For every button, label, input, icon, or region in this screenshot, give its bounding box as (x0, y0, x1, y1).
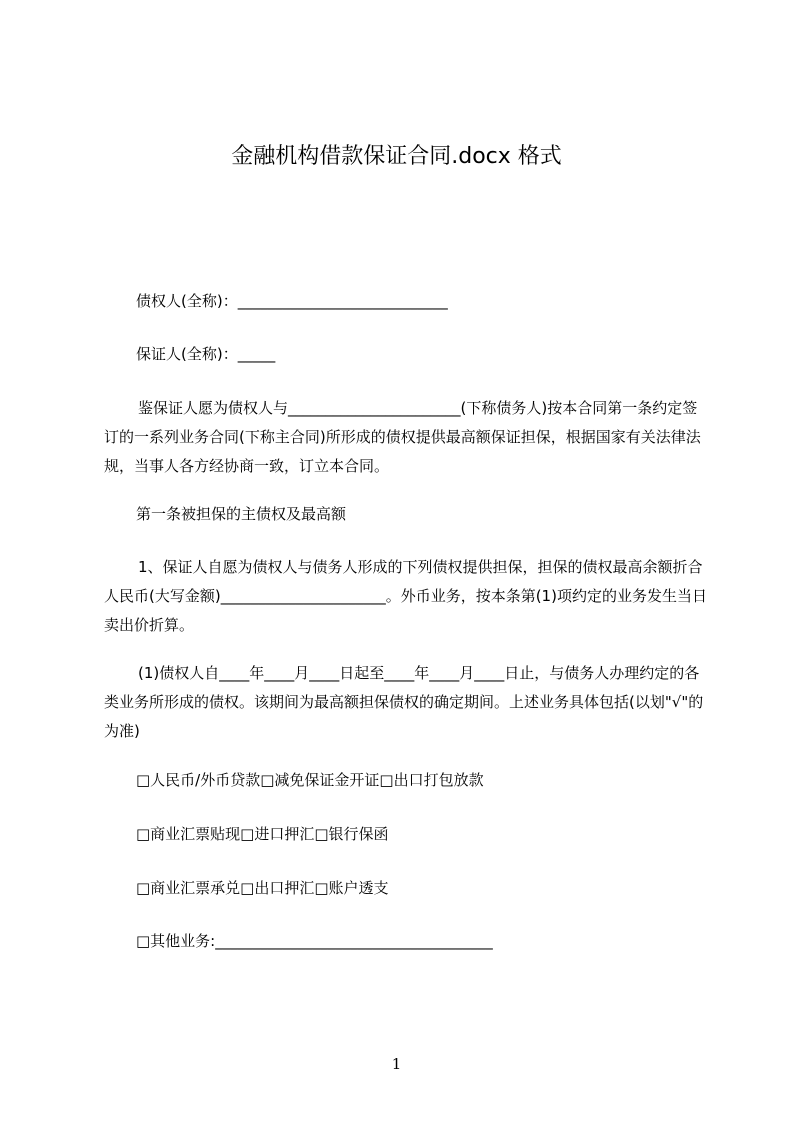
guarantor-line (136, 342, 275, 366)
checkbox-row-2: □商业汇票贴现□进口押汇□银行保函 (136, 825, 389, 843)
intro-paragraph: 鉴保证人愿为债权人与_______________________(下称债务人)按本合同第一条约定签订的一系列业务合同(下称主合同)所形成的债权提供最高额保证担保，根据国家有关法律法规，当事人各方经协商一致，订立本合同。 (104, 399, 701, 475)
document-title: 金融机构借款保证合同.docx 格式 (231, 144, 562, 169)
checkbox-row-4: □其他业务:_____________________________________ (136, 932, 493, 950)
creditor-line (136, 289, 448, 313)
clause1-1-paragraph: (1)债权人自____年____月____日起至____年____月____日止，与债务人办理约定的各类业务所形成的债权。该期间为最高额担保债权的确定期间。上述业务具体包括(以划"√"的为准) (104, 664, 704, 740)
clause1-paragraph: 1、保证人自愿为债权人与债务人形成的下列债权提供担保，担保的债权最高余额折合人民币(大写金额)______________________。外币业务，按本条第(1)项约定的业务发生当日卖出价折算。 (104, 558, 707, 634)
checkbox-row-1: □人民币/外币贷款□减免保证金开证□出口打包放款 (136, 771, 484, 789)
intro-paragraph-block (104, 394, 710, 481)
creditor-value: ____________________________ (237, 292, 448, 310)
guarantor-label: 保证人(全称)： (136, 345, 238, 363)
clause1-block (104, 553, 710, 640)
checkbox-row-3: □商业汇票承兑□出口押汇□账户透支 (136, 879, 389, 897)
page-number: 1 (391, 1055, 402, 1073)
article1-heading: 第一条被担保的主债权及最高额 (136, 505, 347, 523)
guarantor-value: _____ (237, 345, 276, 363)
creditor-label: 债权人(全称)： (136, 292, 238, 310)
clause1-1-block (104, 659, 710, 746)
